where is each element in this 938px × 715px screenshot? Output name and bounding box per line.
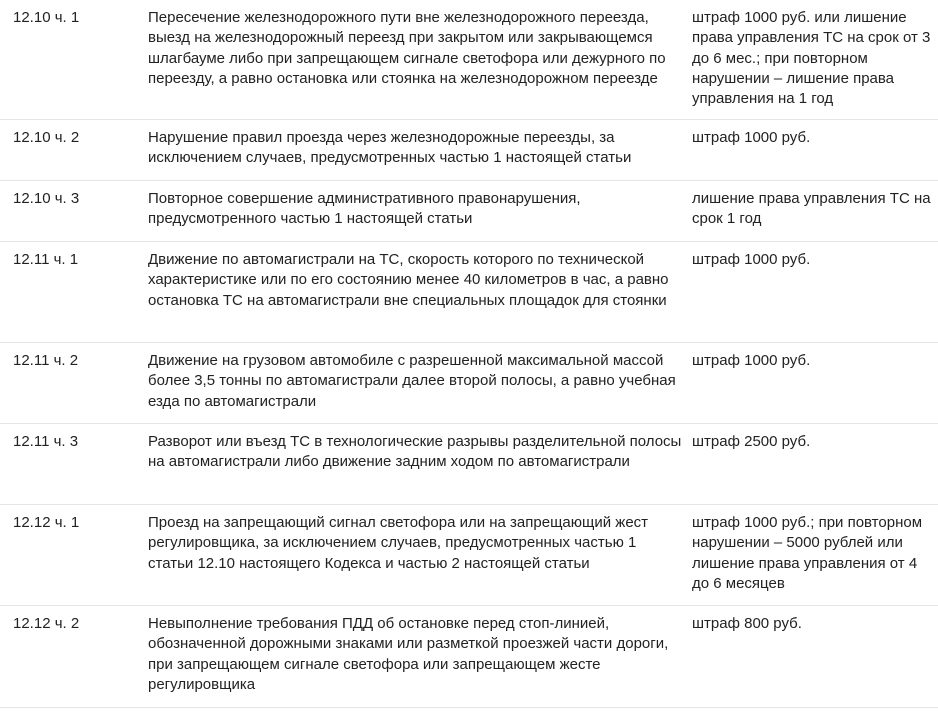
penalty-cell: штраф 1000 руб.; при повторном нарушении – 5000 рублей или лишение права управления от 4 до 6 месяцев [692,514,923,592]
description-cell: Пересечение железнодорожного пути вне железнодорожного переезда, выезд на железнодорожный переезд при закрытом или закрывающемся шлагбауме либо при запрещающем сигнале светофора или дежурного по переезду, а равно остановка или стоянка на железнодорожном переезде [148,9,666,87]
article-cell: 12.11 ч. 2 [13,352,79,369]
penalty-cell: лишение права управления ТС на срок 1 год [692,190,931,228]
article-cell: 12.11 ч. 3 [13,433,79,450]
table-row [0,242,938,343]
description-cell: Разворот или въезд ТС в технологические разрывы разделительной полосы на автомагистрали либо движение задним ходом по автомагистрали [148,433,682,471]
article-cell: 12.10 ч. 3 [13,190,80,207]
penalty-cell: штраф 800 руб. [692,615,802,632]
description-cell: Повторное совершение административного правонарушения, предусмотренного частью 1 настоящей статьи [148,190,581,228]
penalty-cell: штраф 2500 руб. [692,433,811,450]
table-row [0,0,938,120]
article-cell: 12.12 ч. 1 [13,514,80,531]
table-row [0,424,938,505]
table-row [0,505,938,606]
description-cell: Невыполнение требования ПДД об остановке перед стоп-линией, обозначенной дорожными знаками или разметкой проезжей части дороги, при запрещающем сигнале светофора или запрещающем жесте регулировщика [148,615,669,693]
penalty-cell: штраф 1000 руб. или лишение права управления ТС на срок от 3 до 6 мес.; при повторном нарушении – лишение права управления на 1 год [692,9,931,108]
article-cell: 12.12 ч. 2 [13,615,80,632]
table-row [0,181,938,242]
article-cell: 12.10 ч. 1 [13,9,80,26]
article-cell: 12.11 ч. 1 [13,251,79,268]
table-row [0,606,938,708]
description-cell: Нарушение правил проезда через железнодорожные переезды, за исключением случаев, предусмотренных частью 1 настоящей статьи [148,129,632,167]
description-cell: Движение на грузовом автомобиле с разрешенной максимальной массой более 3,5 тонны по автомагистрали далее второй полосы, а равно учебная езда по автомагистрали [148,352,676,410]
article-cell: 12.10 ч. 2 [13,129,80,146]
description-cell: Движение по автомагистрали на ТС, скорость которого по технической характеристике или по его состоянию менее 40 километров в час, а равно остановка ТС на автомагистрали вне специальных площадок для стоянки [148,251,669,309]
table-row [0,120,938,181]
penalty-cell: штраф 1000 руб. [692,129,811,146]
penalty-cell: штраф 1000 руб. [692,352,811,369]
table-row [0,343,938,424]
description-cell: Проезд на запрещающий сигнал светофора или на запрещающий жест регулировщика, за исключением случаев, предусмотренных частью 1 статьи 12.10 настоящего Кодекса и частью 2 настоящей статьи [148,514,649,572]
penalty-cell: штраф 1000 руб. [692,251,811,268]
